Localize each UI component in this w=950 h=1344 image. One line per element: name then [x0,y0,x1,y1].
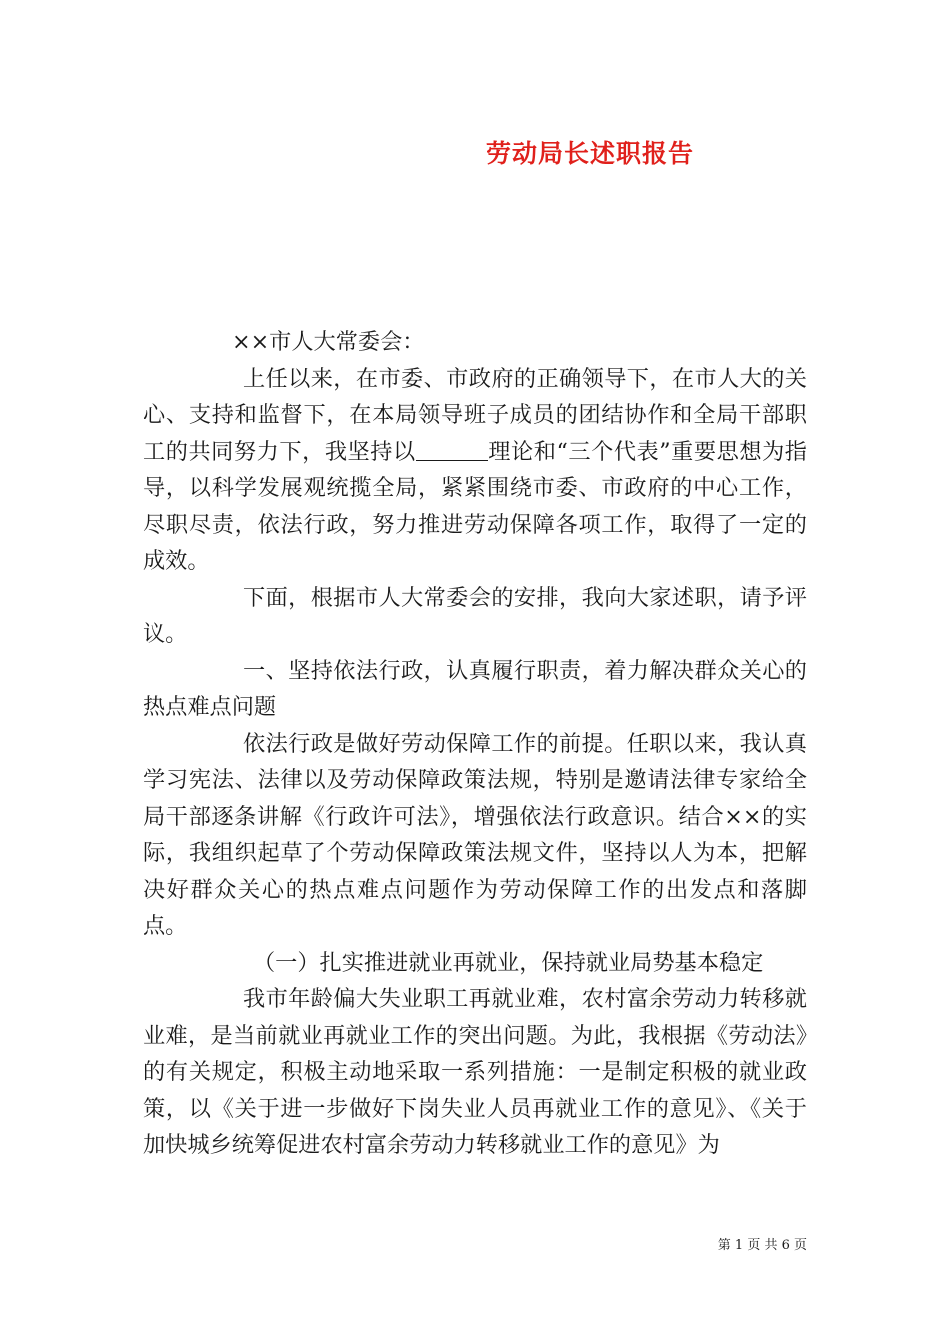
document-title: 劳动局长述职报告 [485,139,694,168]
paragraph-intro-part1: 上任以来，在市委、市政府的正确领导下，在市人大的关心、支持和监督下，在本局领导班子成员的团结协作和全局干部职工的共同努力下，我坚持以 [143,365,807,465]
paragraph-arrangement: 下面，根据市人大常委会的安排，我向大家述职，请予评议。 [143,584,807,647]
section-heading-1: 一、坚持依法行政，认真履行职责，着力解决群众关心的热点难点问题 [143,657,807,720]
blank-underline [416,438,488,461]
paragraph-employment: 我市年龄偏大失业职工再就业难，农村富余劳动力转移就业难，是当前就业再就业工作的突出问题。为此，我根据《劳动法》的有关规定，积极主动地采取一系列措施：一是制定积极的就业政策，以《关于进一步做好下岗失业人员再就业工作的意见》、《关于加快城乡统筹促进农村富余劳动力转移就业工作的意见》为 [143,986,807,1158]
page-number: 第 1 页 共 6 页 [717,1238,807,1253]
document-body [143,324,807,1164]
paragraph-intro-part2: 理论和“三个代表”重要思想为指导，以科学发展观统揽全局，紧紧围绕市委、市政府的中心工作，尽职尽责，依法行政，努力推进劳动保障各项工作，取得了一定的成效。 [143,438,807,574]
paragraph-law: 依法行政是做好劳动保障工作的前提。任职以来，我认真学习宪法、法律以及劳动保障政策法规，特别是邀请法律专家给全局干部逐条讲解《行政许可法》，增强依法行政意识。结合××的实际，我组织起草了个劳动保障政策法规文件，坚持以人为本，把解决好群众关心的热点难点问题作为劳动保障工作的出发点和落脚点。 [143,730,807,939]
salutation: ××市人大常委会： [232,329,425,355]
paragraph-intro [143,361,807,580]
subsection-heading-1: （一）扎实推进就业再就业，保持就业局势基本稳定 [253,949,764,976]
